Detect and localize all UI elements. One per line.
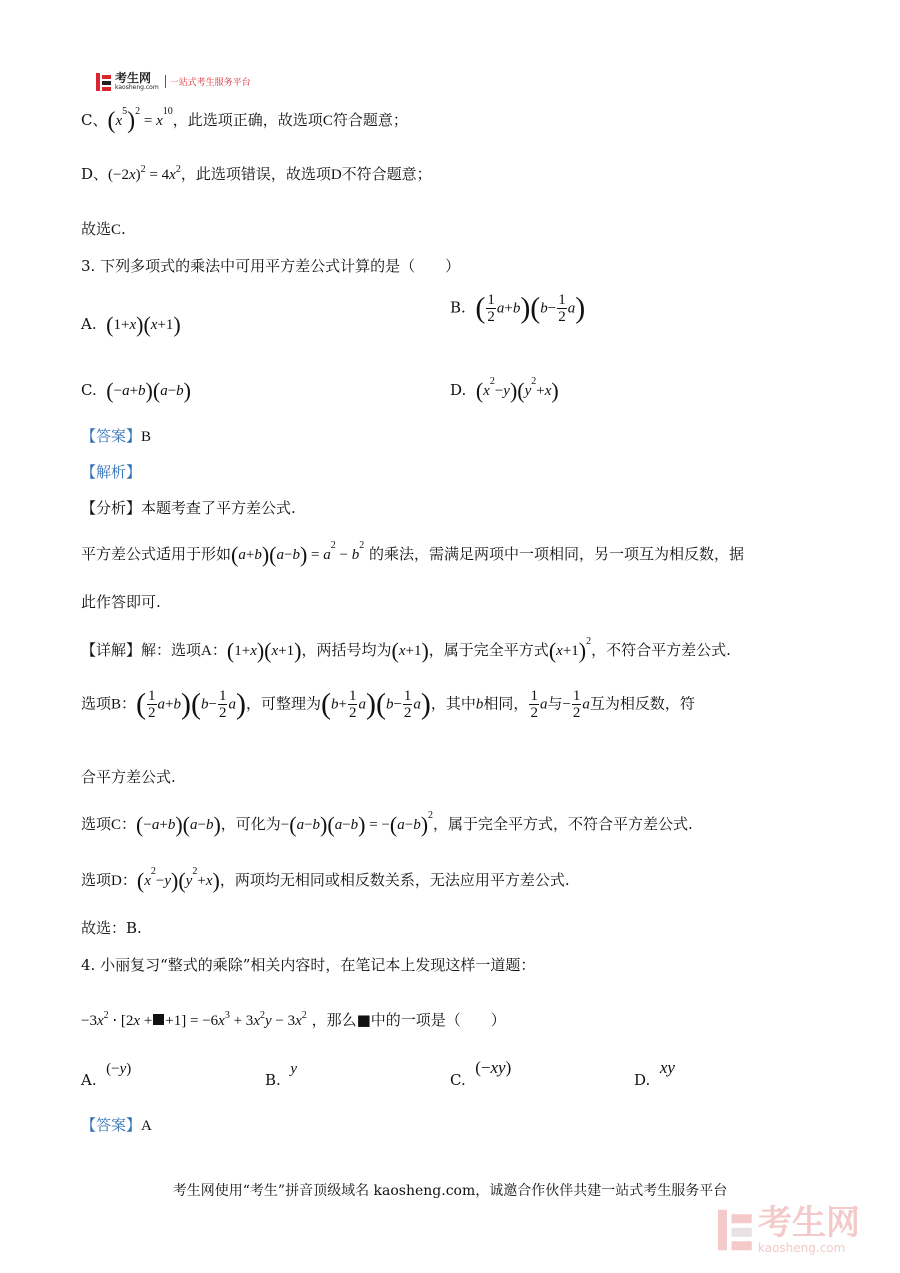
prev-option-d: D、$(-2x)^2 = 4x^2$，此选项错误，故选项D不符合题意； <box>81 164 432 183</box>
q3-para2: 此作答即可. <box>81 593 161 611</box>
logo-icon <box>96 73 112 91</box>
q3-option-b: B. ( $\frac{1}{2}$ a+b)(b− $\frac{1}{2}$ a) <box>450 291 586 325</box>
q4-equation: $-3x^2 \cdot [2x + +1] = -6x^3 + 3x^2y - 3x^2$ ，那么■中的一项是（ ） <box>81 1010 506 1029</box>
q4-stem: 4. 小丽复习“整式的乘除”相关内容时，在笔记本上发现这样一道题： <box>81 956 536 974</box>
prev-conclusion: 故选C. <box>81 220 126 238</box>
black-square-icon <box>153 1014 164 1025</box>
q3-detail-b-cont: 合平方差公式. <box>81 768 176 786</box>
watermark-icon <box>718 1206 754 1254</box>
prev-option-c: C、$(x^5)^2 = x^{10}$，此选项正确，故选项C符合题意； <box>81 106 408 134</box>
q3-stem: 3. 下列多项式的乘法中可用平方差公式计算的是（ ） <box>81 257 461 275</box>
q3-option-a: A. (1+x)(x+1) <box>81 312 181 337</box>
q3-answer: 【答案】B <box>81 427 152 445</box>
q3-fenxi: 【分析】本题考查了平方差公式. <box>81 499 296 517</box>
q4-option-c: C. (−xy) <box>450 1058 512 1089</box>
q3-detail-c: 选项C：(−a+b)(a−b)，可化为$-(a-b)(a-b) = -(a-b)^2$，属于完全平方式，不符合平方差公式. <box>81 810 693 837</box>
logo-en: kaosheng.com <box>115 84 159 91</box>
q3-option-d: D. $(x^2-y)(y^2+x)$ <box>450 376 559 403</box>
q4-option-d: D. xy <box>634 1058 675 1089</box>
q3-option-c: C. (−a+b)(a−b) <box>81 378 191 403</box>
page-footer: 考生网使用“考生”拼音顶级域名 kaosheng.com，诚邀合作伙伴共建一站式考生服务平台 <box>172 1183 728 1199</box>
watermark-cn: 考生网 <box>758 1203 860 1243</box>
q3-para1: 平方差公式适用于形如$(a+b)(a-b) = a^2 - b^2$ 的乘法，需满足两项中一项相同，另一项互为相反数，据 <box>81 540 744 567</box>
q3-final: 故选：B. <box>81 919 142 937</box>
q3-analysis-tag: 【解析】 <box>81 463 142 481</box>
watermark-en: kaosheng.com <box>758 1241 846 1255</box>
q3-detail-b: 选项B：( $\frac{1}{2}$ a+b)(b− $\frac{1}{2}$ a)，可整理为(b+ $\frac{1}{2}$ a)(b− $\frac{1}{2}$ a)，其中b相同， $\frac{1}{2}$ a与− $\frac{1}{2}$ a互为相反数，符 <box>81 687 695 721</box>
logo-slogan: 一站式考生服务平台 <box>165 75 251 88</box>
q4-answer: 【答案】A <box>81 1116 152 1134</box>
q3-detail-a: 【详解】解：选项A：(1+x)(x+1)，两括号均为(x+1)，属于完全平方式$(x+1)^2$，不符合平方差公式. <box>81 636 731 663</box>
q4-option-a: A. (−y) <box>81 1061 132 1089</box>
header-logo <box>96 72 251 91</box>
q3-detail-d: 选项D：$(x^2-y)(y^2+x)$，两项均无相同或相反数关系，无法应用平方差公式. <box>81 866 570 893</box>
watermark-logo <box>718 1204 860 1255</box>
q4-option-b: B. y <box>265 1061 298 1089</box>
logo-cn: 考生网 <box>115 71 152 85</box>
